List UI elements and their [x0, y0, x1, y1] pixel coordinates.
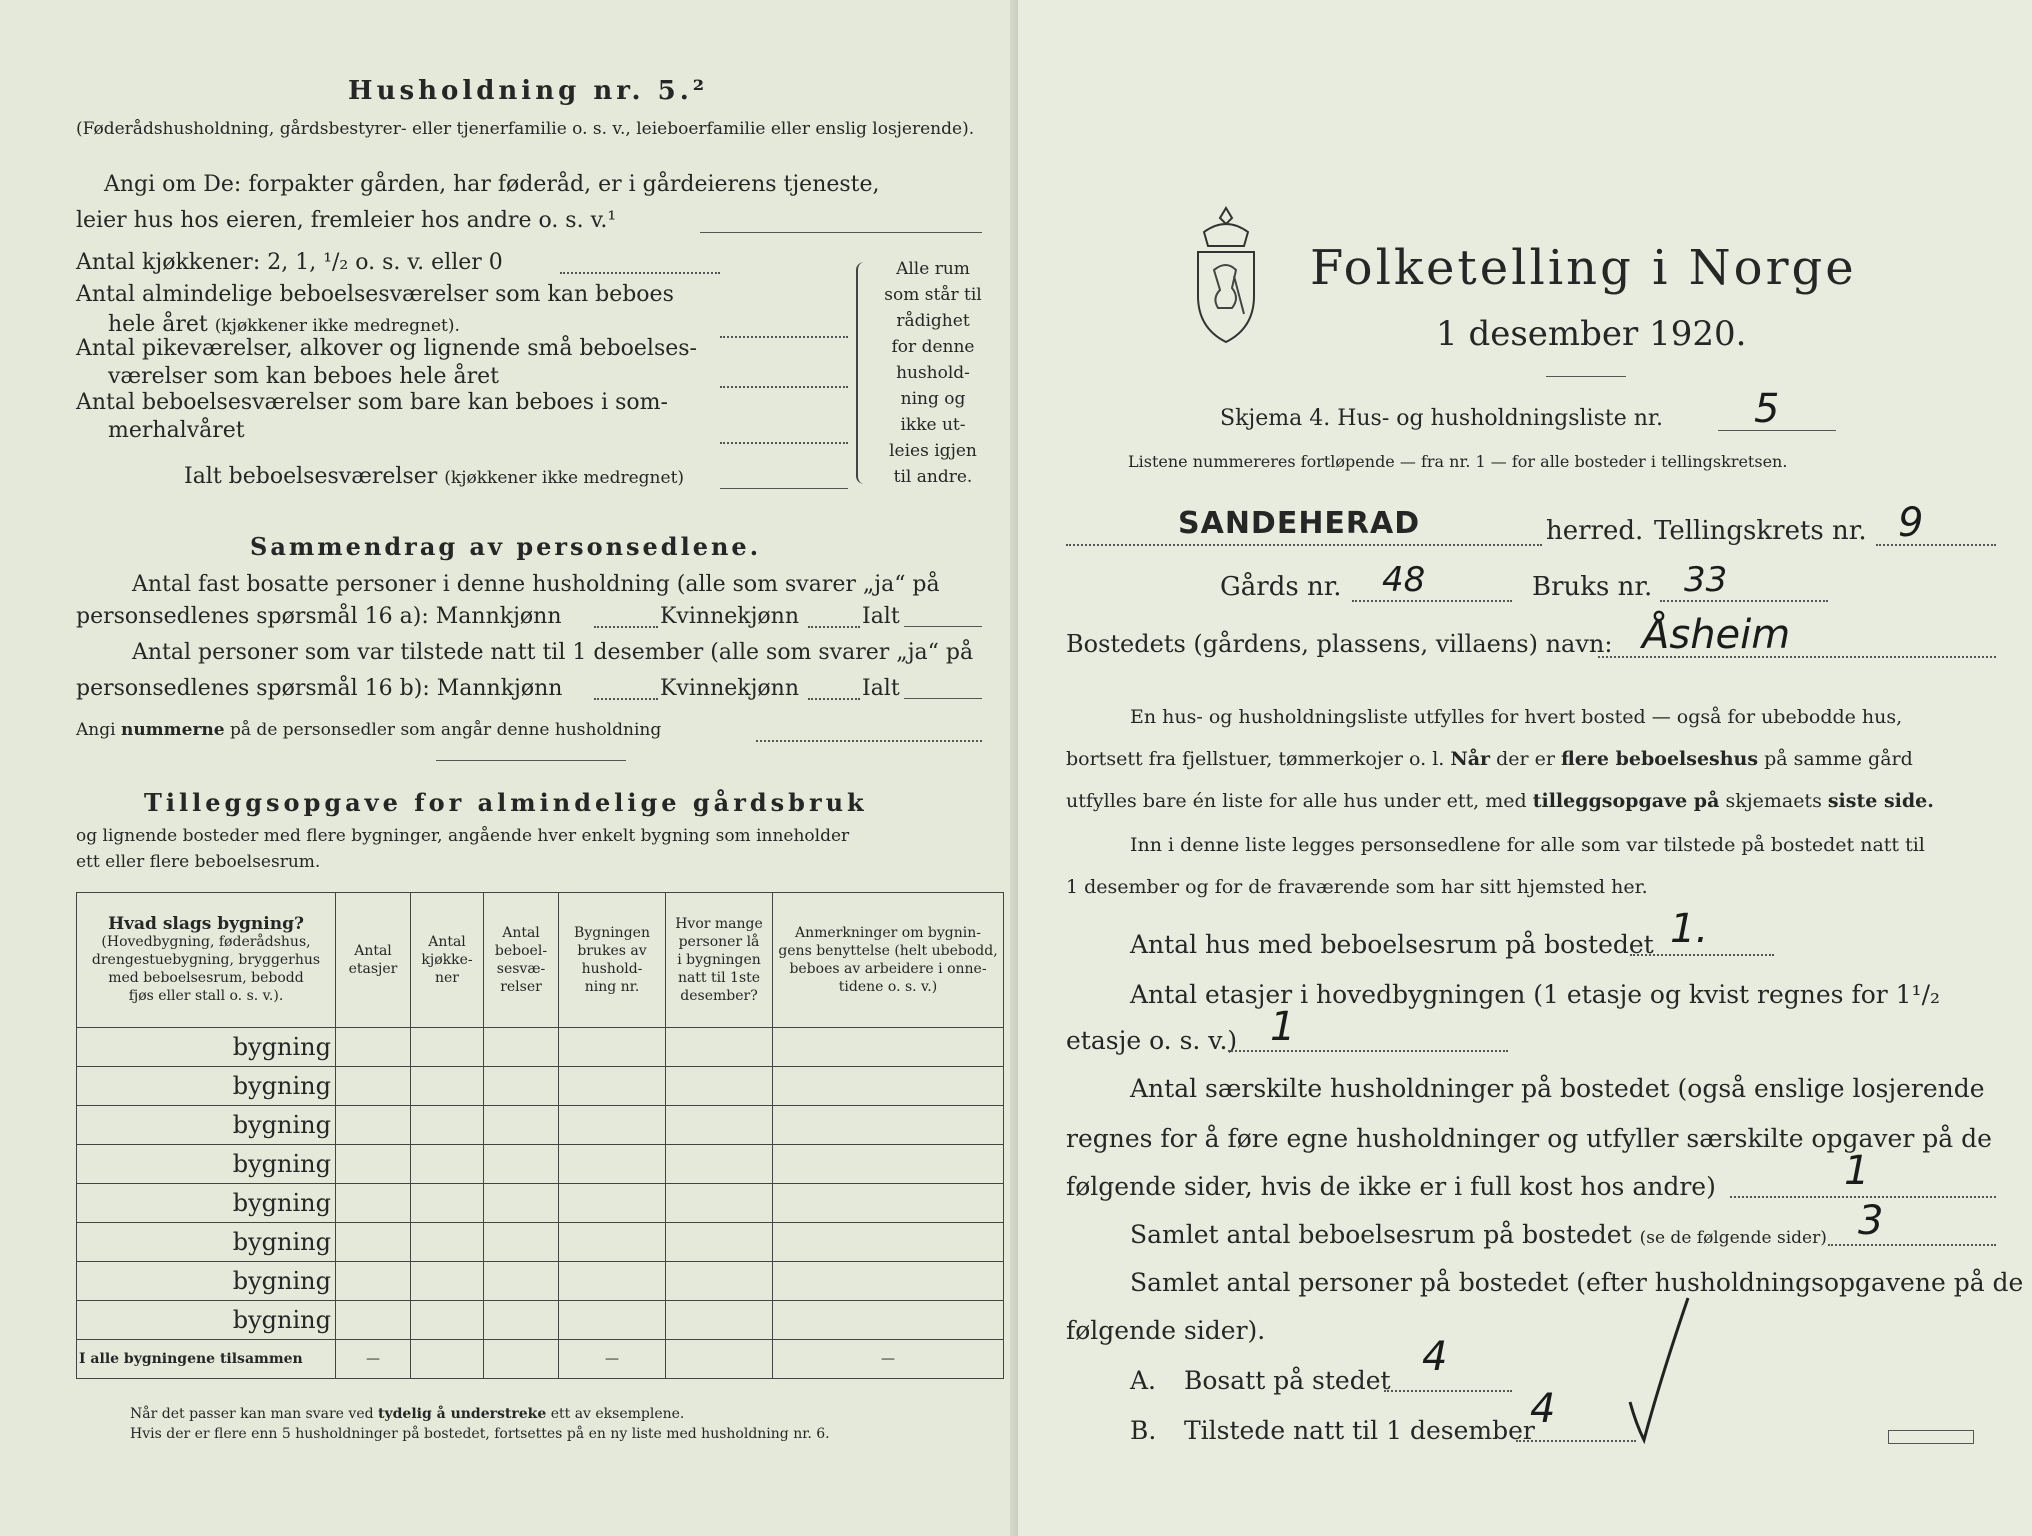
- husholdninger-value[interactable]: 1: [1844, 1148, 1870, 1194]
- divider: [436, 760, 626, 761]
- coat-of-arms-icon: [1186, 204, 1266, 354]
- instructions-2: bortsett fra fjellstuer, tømmerkojer o. l. Når der er flere beboelseshus på samme gård: [1066, 748, 1913, 770]
- table-cell[interactable]: [484, 1145, 559, 1184]
- total-cell: —: [559, 1340, 666, 1379]
- table-header-line: brukes av: [577, 943, 647, 959]
- etasjer-answer-line: [1228, 1050, 1508, 1052]
- herred-label: herred.: [1546, 516, 1644, 546]
- summary-line-1a: Antal fast bosatte personer i denne husholdning (alle som svarer „ja“ på: [132, 572, 940, 597]
- present-male[interactable]: [594, 698, 658, 700]
- summary-line-2a: Antal personer som var tilstede natt til 1 desember (alle som svarer „ja“ på: [132, 640, 974, 665]
- tilstede-value[interactable]: 4: [1530, 1386, 1556, 1432]
- table-header-line: desember?: [680, 988, 758, 1004]
- table-cell[interactable]: [336, 1067, 411, 1106]
- form-title: Folketelling i Norge: [1310, 240, 1857, 296]
- husholdninger-line-2: regnes for å føre egne husholdninger og utfyller særskilte opgaver på de: [1066, 1124, 1992, 1153]
- summary-line-1b: personsedlenes spørsmål 16 a): Mannkjønn: [76, 604, 562, 629]
- tilstede-label: Tilstede natt til 1 desember: [1184, 1416, 1535, 1445]
- tillegg-title: Tilleggsopgave for almindelige gårdsbruk: [144, 788, 868, 817]
- table-cell[interactable]: [559, 1028, 666, 1067]
- table-header-line: relser: [500, 979, 542, 995]
- building-label: bygning: [232, 1189, 331, 1217]
- building-label: bygning: [232, 1033, 331, 1061]
- table-cell[interactable]: [411, 1223, 484, 1262]
- tilstede-letter: B.: [1130, 1416, 1157, 1445]
- table-row: [77, 1106, 1004, 1145]
- table-header-line: i bygningen: [677, 952, 761, 968]
- table-header-line: Antal: [428, 934, 466, 950]
- table-cell[interactable]: [666, 1028, 773, 1067]
- building-type-cell[interactable]: [77, 1184, 336, 1223]
- present-total[interactable]: [904, 698, 982, 699]
- title-rule: [1546, 376, 1626, 377]
- small-rooms-question-b: værelser som kan beboes hele året: [108, 364, 499, 389]
- table-cell[interactable]: [411, 1262, 484, 1301]
- tillegg-text-2: ett eller flere beboelsesrum.: [76, 852, 321, 872]
- table-header-line: Antal: [354, 943, 392, 959]
- samlet-pers-line-2: følgende sider).: [1066, 1316, 1266, 1345]
- kitchens-answer[interactable]: [560, 272, 720, 274]
- table-header-1: [336, 893, 411, 1028]
- table-cell[interactable]: [484, 1262, 559, 1301]
- side-note-line: som står til: [884, 285, 982, 305]
- tellingskrets-line: [1876, 544, 1996, 546]
- building-type-cell[interactable]: [77, 1145, 336, 1184]
- building-type-cell[interactable]: [77, 1106, 336, 1145]
- table-cell[interactable]: [773, 1145, 1004, 1184]
- table-cell[interactable]: [336, 1301, 411, 1340]
- building-type-cell[interactable]: [77, 1028, 336, 1067]
- table-row: [77, 1223, 1004, 1262]
- table-cell[interactable]: [773, 1028, 1004, 1067]
- table-cell[interactable]: [411, 1184, 484, 1223]
- side-note-line: for denne: [891, 337, 975, 357]
- table-cell[interactable]: [484, 1184, 559, 1223]
- present-female[interactable]: [808, 698, 860, 700]
- bosatt-letter: A.: [1130, 1366, 1157, 1395]
- table-row: [77, 1301, 1004, 1340]
- skjema-nr[interactable]: 5: [1754, 386, 1780, 432]
- table-header-5: [666, 893, 773, 1028]
- samlet-rum-label: Samlet antal beboelsesrum på bostedet (se de følgende sider): [1130, 1220, 1827, 1249]
- footnote-1: Når det passer kan man svare ved tydelig å understreke ett av eksemplene.: [130, 1406, 685, 1422]
- building-label: bygning: [232, 1150, 331, 1178]
- building-type-cell[interactable]: [77, 1301, 336, 1340]
- table-cell[interactable]: [559, 1184, 666, 1223]
- fast-total-label: Ialt: [862, 604, 900, 629]
- table-row: [77, 1067, 1004, 1106]
- building-table: [76, 892, 1004, 1379]
- angi-answer-line[interactable]: [700, 232, 982, 233]
- building-label: bygning: [232, 1111, 331, 1139]
- table-header-line: (Hovedbygning, føderådshus,: [101, 934, 311, 950]
- table-cell[interactable]: [559, 1067, 666, 1106]
- total-rooms-question: Ialt beboelsesværelser (kjøkkener ikke medregnet): [184, 464, 685, 489]
- etasjer-line-1: Antal etasjer i hovedbygningen (1 etasje og kvist regnes for 1¹/₂: [1130, 980, 1941, 1009]
- table-cell[interactable]: [773, 1106, 1004, 1145]
- nummerne-answer[interactable]: [756, 740, 982, 742]
- table-header-line: beboes av arbeidere i onne-: [789, 961, 987, 977]
- table-cell[interactable]: [484, 1067, 559, 1106]
- table-header-line: Hvad slags bygning?: [108, 914, 304, 934]
- building-label: bygning: [232, 1306, 331, 1334]
- hus-line: [1630, 954, 1774, 956]
- table-header-line: Hvor mange: [675, 916, 763, 932]
- table-cell[interactable]: [411, 1301, 484, 1340]
- bosatt-label: Bosatt på stedet: [1184, 1366, 1391, 1395]
- footnote-2: Hvis der er flere enn 5 husholdninger på bostedet, fortsettes på en ny liste med husholdning nr. 6.: [130, 1426, 830, 1442]
- gards-label: Gårds nr.: [1220, 572, 1342, 602]
- total-cell: [666, 1340, 773, 1379]
- fast-total[interactable]: [904, 626, 982, 627]
- table-header-line: Bygningen: [574, 925, 650, 941]
- table-header-line: hushold-: [581, 961, 643, 977]
- table-cell[interactable]: [336, 1262, 411, 1301]
- table-header-line: ner: [435, 970, 459, 986]
- table-row: [77, 1028, 1004, 1067]
- table-cell[interactable]: [484, 1028, 559, 1067]
- herred-line: [1066, 544, 1542, 546]
- hus-label: Antal hus med beboelsesrum på bostedet: [1130, 930, 1654, 959]
- present-female-label: Kvinnekjønn: [660, 676, 799, 701]
- kitchens-question: Antal kjøkkener: 2, 1, ¹/₂ o. s. v. eller 0: [76, 250, 503, 275]
- table-cell[interactable]: [559, 1106, 666, 1145]
- angi-line-1: Angi om De: forpakter gården, har føderåd, er i gårdeierens tjeneste,: [104, 172, 880, 197]
- summer-rooms-question-a: Antal beboelsesværelser som bare kan beboes i som-: [76, 390, 668, 415]
- table-cell[interactable]: [336, 1184, 411, 1223]
- hus-value[interactable]: 1.: [1670, 906, 1709, 952]
- total-row: [77, 1340, 1004, 1379]
- summary-title: Sammendrag av personsedlene.: [250, 532, 762, 561]
- bosted-value[interactable]: Åsheim: [1642, 612, 1791, 658]
- table-cell[interactable]: [666, 1067, 773, 1106]
- side-note-line: hushold-: [896, 363, 970, 383]
- rooms-question-a: Antal almindelige beboelsesværelser som kan beboes: [76, 282, 674, 307]
- table-header-line: personer lå: [678, 934, 760, 950]
- table-header-line: beboel-: [494, 943, 548, 959]
- etasjer-value[interactable]: 1: [1270, 1004, 1296, 1050]
- side-note-line: rådighet: [896, 311, 970, 331]
- small-rooms-answer[interactable]: [720, 386, 848, 388]
- building-label: bygning: [232, 1072, 331, 1100]
- table-header-6: [773, 893, 1004, 1028]
- tilstede-line: [1516, 1440, 1636, 1442]
- printer-stamp: [1888, 1430, 1974, 1444]
- form-date: 1 desember 1920.: [1436, 314, 1747, 354]
- table-cell[interactable]: [773, 1262, 1004, 1301]
- instructions-4: Inn i denne liste legges personsedlene for alle som var tilstede på bostedet natt til: [1130, 834, 1925, 856]
- fast-female-label: Kvinnekjønn: [660, 604, 799, 629]
- etasjer-line-2: etasje o. s. v.): [1066, 1026, 1238, 1055]
- table-header-3: [484, 893, 559, 1028]
- table-cell[interactable]: [484, 1106, 559, 1145]
- side-note-line: Alle rum: [896, 259, 970, 279]
- household-title: Husholdning nr. 5.²: [348, 76, 709, 106]
- instructions-1: En hus- og husholdningsliste utfylles for hvert bosted — også for ubebodde hus,: [1130, 706, 1903, 728]
- table-cell[interactable]: [666, 1301, 773, 1340]
- summer-rooms-answer[interactable]: [720, 442, 848, 444]
- total-label: I alle bygningene tilsammen: [77, 1340, 336, 1379]
- bosatt-line: [1384, 1390, 1512, 1392]
- table-header-line: kjøkke-: [421, 952, 473, 968]
- table-cell[interactable]: [411, 1067, 484, 1106]
- rooms-answer[interactable]: [720, 336, 848, 338]
- building-type-cell[interactable]: [77, 1262, 336, 1301]
- table-cell[interactable]: [666, 1223, 773, 1262]
- building-type-cell[interactable]: [77, 1223, 336, 1262]
- fast-female[interactable]: [808, 626, 860, 628]
- table-header-line: etasjer: [348, 961, 398, 977]
- table-row: [77, 1184, 1004, 1223]
- husholdninger-line-1: Antal særskilte husholdninger på bostedet (også enslige losjerende: [1130, 1074, 1985, 1103]
- right-page: [1018, 0, 2032, 1536]
- table-header-line: fjøs eller stall o. s. v.).: [128, 988, 284, 1004]
- summer-rooms-question-b: merhalvåret: [108, 418, 245, 443]
- table-cell[interactable]: [666, 1145, 773, 1184]
- table-header-line: ning nr.: [584, 979, 640, 995]
- samlet-pers-line-1: Samlet antal personer på bostedet (efter husholdningsopgavene på de: [1130, 1268, 2024, 1297]
- total-cell: —: [336, 1340, 411, 1379]
- skjema-label: Skjema 4. Hus- og husholdningsliste nr.: [1220, 406, 1663, 431]
- tellingskrets-value[interactable]: 9: [1898, 500, 1924, 546]
- table-header-line: natt til 1ste: [677, 970, 761, 986]
- husholdninger-line-3: følgende sider, hvis de ikke er i full kost hos andre): [1066, 1172, 1716, 1201]
- table-header-0: [77, 893, 336, 1028]
- total-cell: [411, 1340, 484, 1379]
- angi-nummerne: Angi nummerne på de personsedler som angår denne husholdning: [76, 720, 662, 740]
- listene-note: Listene nummereres fortløpende — fra nr. 1 — for alle bosteder i tellingskretsen.: [1128, 452, 1788, 471]
- table-header-4: [559, 893, 666, 1028]
- bosted-label: Bostedets (gårdens, plassens, villaens) navn:: [1066, 630, 1613, 658]
- building-label: bygning: [232, 1228, 331, 1256]
- table-cell[interactable]: [666, 1262, 773, 1301]
- total-cell: [484, 1340, 559, 1379]
- fast-male[interactable]: [594, 626, 658, 628]
- table-cell[interactable]: [666, 1106, 773, 1145]
- table-cell[interactable]: [666, 1184, 773, 1223]
- summary-line-2b: personsedlenes spørsmål 16 b): Mannkjønn: [76, 676, 563, 701]
- table-header-2: [411, 893, 484, 1028]
- bruks-value[interactable]: 33: [1684, 560, 1728, 600]
- table-cell[interactable]: [336, 1106, 411, 1145]
- side-note-line: til andre.: [893, 467, 973, 487]
- table-cell[interactable]: [411, 1145, 484, 1184]
- table-cell[interactable]: [411, 1106, 484, 1145]
- table-header-line: sesvæ-: [496, 961, 546, 977]
- table-cell[interactable]: [773, 1301, 1004, 1340]
- table-cell[interactable]: [336, 1223, 411, 1262]
- tellingskrets-label: Tellingskrets nr.: [1654, 516, 1867, 546]
- check-mark-icon: [1626, 1294, 1696, 1444]
- present-total-label: Ialt: [862, 676, 900, 701]
- herred-value[interactable]: SANDEHERAD: [1178, 506, 1421, 541]
- tillegg-text-1: og lignende bosteder med flere bygninger, angående hver enkelt bygning som inneholder: [76, 826, 850, 846]
- household-paren: (Føderådshusholdning, gårdsbestyrer- eller tjenerfamilie o. s. v., leieboerfamilie eller enslig losjerende).: [76, 119, 975, 139]
- table-cell[interactable]: [773, 1184, 1004, 1223]
- side-note: [878, 256, 988, 490]
- side-note-line: ning og: [900, 389, 966, 409]
- bruks-label: Bruks nr.: [1532, 572, 1653, 602]
- small-rooms-question-a: Antal pikeværelser, alkover og lignende små beboelses-: [76, 336, 697, 361]
- table-cell[interactable]: [773, 1223, 1004, 1262]
- table-row: [77, 1262, 1004, 1301]
- bosatt-value[interactable]: 4: [1422, 1334, 1448, 1380]
- side-note-line: ikke ut-: [900, 415, 966, 435]
- samlet-rum-line: [1828, 1244, 1996, 1246]
- table-cell[interactable]: [559, 1262, 666, 1301]
- samlet-rum-value[interactable]: 3: [1858, 1198, 1884, 1244]
- table-cell[interactable]: [484, 1223, 559, 1262]
- rooms-question-b: hele året (kjøkkener ikke medregnet).: [108, 312, 460, 337]
- table-cell[interactable]: [484, 1301, 559, 1340]
- table-header-line: med beboelsesrum, bebodd: [108, 970, 304, 986]
- table-cell[interactable]: [336, 1028, 411, 1067]
- table-cell[interactable]: [559, 1301, 666, 1340]
- gards-value[interactable]: 48: [1382, 560, 1426, 600]
- building-type-cell[interactable]: [77, 1067, 336, 1106]
- bruks-line: [1660, 600, 1828, 602]
- gards-line: [1352, 600, 1512, 602]
- table-row: [77, 1145, 1004, 1184]
- table-header-line: drengestuebygning, bryggerhus: [91, 952, 321, 968]
- table-header-line: Anmerkninger om bygnin-: [795, 925, 981, 941]
- table-header-line: gens benyttelse (helt ubebodd,: [778, 943, 998, 959]
- side-note-line: leies igjen: [889, 441, 977, 461]
- table-cell[interactable]: [773, 1067, 1004, 1106]
- instructions-3: utfylles bare én liste for alle hus under ett, med tilleggsopgave på skjemaets siste side.: [1066, 790, 1934, 812]
- instructions-5: 1 desember og for de fraværende som har sitt hjemsted her.: [1066, 876, 1648, 898]
- building-label: bygning: [232, 1267, 331, 1295]
- total-rooms-answer[interactable]: [720, 488, 848, 489]
- table-cell[interactable]: [559, 1223, 666, 1262]
- table-cell[interactable]: [559, 1145, 666, 1184]
- table-header-line: Antal: [502, 925, 540, 941]
- table-cell[interactable]: [411, 1028, 484, 1067]
- angi-line-2: leier hus hos eieren, fremleier hos andre o. s. v.¹: [76, 208, 617, 233]
- brace: [856, 262, 870, 484]
- total-cell: —: [773, 1340, 1004, 1379]
- table-header-line: tidene o. s. v.): [838, 979, 938, 995]
- table-cell[interactable]: [336, 1145, 411, 1184]
